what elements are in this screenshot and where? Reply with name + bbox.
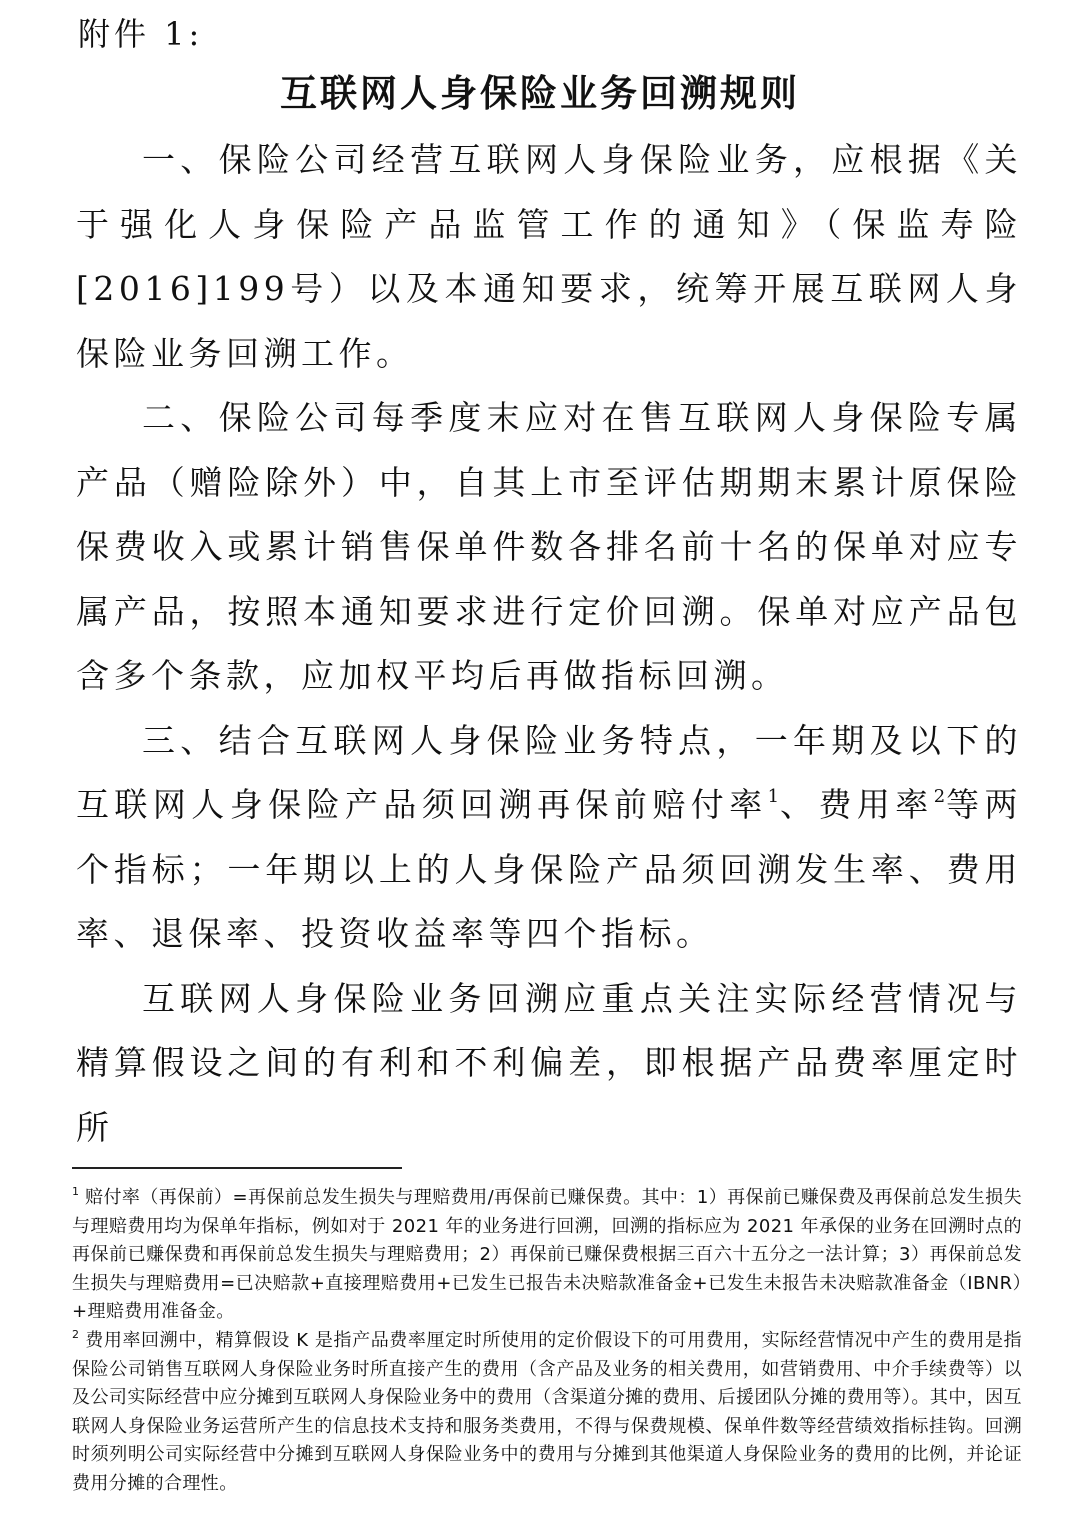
paragraph-2: 二、保险公司每季度末应对在售互联网人身保险专属产品（赠险除外）中，自其上市至评估期期末累计原保险保费收入或累计销售保单件数各排名前十名的保单对应专属产品，按照本通知要求进行定价回溯。保单对应产品包含多个条款，应加权平均后再做指标回溯。 — [76, 398, 1022, 695]
paragraph-4: 互联网人身保险业务回溯应重点关注实际经营情况与精算假设之间的有利和不利偏差，即根据产品费率厘定时所 — [76, 978, 1022, 1147]
paragraph-3-part-1: 三、结合互联网人身保险业务特点，一年期及以下的互联网人身保险产品须回溯再保前赔付率 — [76, 720, 1022, 824]
footnote-ref-1: 1 — [767, 786, 780, 807]
paragraph-3-part-2: 、费用率 — [779, 785, 934, 824]
footnote-1-text: 赔付率（再保前）=再保前总发生损失与理赔费用/再保前已赚保费。其中：1）再保前已赚保费及再保前总发生损失与理赔费用均为保单年指标，例如对于 2021 年的业务进行回溯，回溯的指标应为 2021 年承保的业务在回溯时点的再保前已赚保费和再保前总发生损失与理赔费用；2）再保前已赚保费根据三百六十五分之一法计算；3）再保前总发生损失与理赔费用=已决赔款+直接理赔费用+已发生已报告未决赔款准备金+已发生未报告未决赔款准备金（IBNR）+理赔费用准备金。 — [72, 1187, 1022, 1323]
paragraph-1: 一、保险公司经营互联网人身保险业务，应根据《关于强化人身保险产品监管工作的通知》（保监寿险[2016]199号）以及本通知要求，统筹开展互联网人身保险业务回溯工作。 — [76, 140, 1022, 373]
footnote-divider — [72, 1167, 402, 1169]
attachment-label: 附件 1: — [78, 15, 204, 53]
footnote-ref-2: 2 — [933, 786, 946, 807]
footnote-1-mark: 1 — [72, 1185, 79, 1198]
body-text — [76, 128, 1022, 1160]
footnote-1 — [72, 1184, 1022, 1327]
paragraph-3 — [76, 709, 1022, 967]
footnote-2-mark: 2 — [72, 1327, 79, 1341]
footnote-2-text: 费用率回溯中，精算假设 K 是指产品费率厘定时所使用的定价假设下的可用费用，实际经营情况中产生的费用是指保险公司销售互联网人身保险业务时所直接产生的费用（含产品及业务的相关费用，如营销费用、中介手续费等）以及公司实际经营中应分摊到互联网人身保险业务中的费用（含渠道分摊的费用、后援团队分摊的费用等）。其中，因互联网人身保险业务运营所产生的信息技术支持和服务类费用，不得与保费规模、保单件数等经营绩效指标挂钩。回溯时须列明公司实际经营中分摊到互联网人身保险业务中的费用与分摊到其他渠道人身保险业务的费用的比例，并论证费用分摊的合理性。 — [72, 1329, 1022, 1494]
paragraph-3-part-3: 等两个指标；一年期以上的人身保险产品须回溯发生率、费用率、退保率、投资收益率等四个指标。 — [76, 785, 1023, 953]
footnote-2 — [72, 1327, 1022, 1499]
document-title: 互联网人身保险业务回溯规则 — [280, 72, 800, 115]
footnotes — [72, 1184, 1022, 1499]
